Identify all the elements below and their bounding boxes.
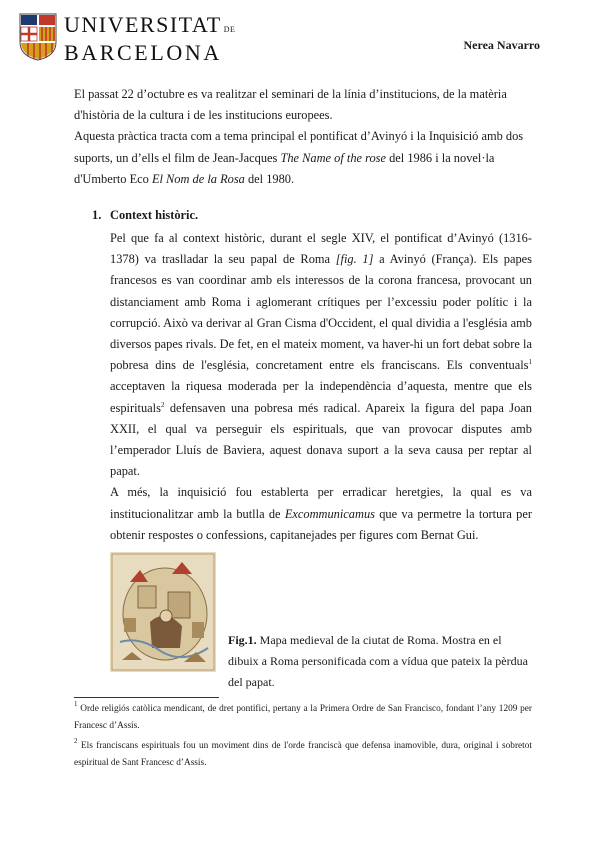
footnote-text: Orde religiós catòlica mendicant, de dret pontifici, pertany a la Primera Ordre de San Francisco, fondant l’any 1209 per Francesc d’Assís. [74, 704, 532, 731]
section-number: 1. [92, 208, 102, 223]
intro-text: del 1980. [244, 171, 295, 186]
papal-bull-title: Excommunicamus [284, 506, 375, 521]
page-header [18, 12, 540, 65]
footnote-1 [74, 701, 532, 734]
paragraph-text: a Avinyó (França). Els papes francesos es van coordinar amb els interessos de la corona francesa, provocant un distanciament amb Roma i aglomerant crítiques per l’excessiu poder polític i la corrupció. Això va derivar al Gran Cisma d'Occident, el qual dividia a l'església amb diversos papes rivals. De fet, en el mateix moment, va haver-hi un fort debat sobre la pobresa dins de l'església, concretament entre els franciscans. Els conventuals [110, 252, 532, 373]
paragraph-text: que va permetre la tortura per obtenir respostes o confessions, capitanejades per figures com Bernat Gui. [110, 506, 532, 542]
author-name: Nerea Navarro [463, 38, 540, 52]
coat-of-arms-icon [20, 14, 56, 60]
section-title: Context històric. [110, 208, 199, 223]
footnote-text: Els franciscans espirituals fou un moviment dins de l'orde franciscà que defensa inamovible, dura, original i sobretot espiritual de Sant Francesc d’Assís. [74, 741, 532, 768]
footnote-number: 2 [74, 737, 78, 745]
paragraph-text: A més, la inquisició fou establerta per erradicar heretgies, la qual es va institucionalitzar amb la butlla de [110, 485, 532, 521]
logo-line2: BARCELONA [64, 40, 222, 65]
figure-1 [74, 552, 532, 690]
footnote-marker-2[interactable]: 2 [160, 400, 165, 409]
footnotes [74, 701, 532, 775]
intro-paragraph-1: El passat 22 d’octubre es va realitzar el seminari de la línia d’institucions, de la matèria d'història de la cultura i de les institucions europees. [74, 87, 507, 123]
figure-caption-text: Mapa medieval de la ciutat de Roma. Mostra en el dibuix a Roma personificada com a vídua que pateix la pèrdua del papat. [228, 633, 528, 690]
paragraph-text: Pel que fa al context històric, durant el segle XIV, el pontificat d’Avinyó (1316-1378) va traslladar la seu papal de Roma [110, 231, 532, 267]
section-body [110, 228, 532, 546]
intro-text: del 1986 i la novel·la d'Umberto Eco [74, 150, 495, 186]
footnote-2 [74, 738, 532, 771]
university-name [64, 14, 235, 65]
film-title: The Name of the rose [280, 150, 387, 165]
section-heading [92, 205, 532, 225]
logo-de: DE [223, 25, 236, 34]
footnote-divider [74, 697, 219, 698]
intro-paragraph-2 [74, 126, 532, 190]
footnote-marker-1[interactable]: 1 [528, 358, 532, 367]
paragraph-text: defensaven una pobresa més radical. Apareix la figura del papa Joan XXII, el qual va perseguir els espirituals, que van provocar disputes amb l’emperador Lluís de Baviera, aquest donava suport a la seva causa per reptar al papat. [110, 400, 532, 479]
intro-text: Aquesta pràctica tracta com a tema principal el pontificat d’Avinyó i la Inquisició amb dos suports, un d’ells el film de Jean-Jacques [74, 129, 524, 165]
section-paragraph-1 [110, 228, 532, 482]
logo-line1: UNIVERSITAT [64, 12, 222, 37]
medieval-rome-map-image [110, 552, 216, 672]
footnote-number: 1 [74, 700, 78, 708]
figure-caption [228, 630, 532, 693]
main-content [74, 84, 532, 690]
novel-title: El Nom de la Rosa [151, 171, 245, 186]
figure-label: Fig.1. [228, 633, 257, 648]
section-paragraph-2 [110, 482, 532, 546]
figure-reference: [fig. 1] [335, 252, 374, 267]
paragraph-text: acceptaven la riquesa moderada per la independència d’aquesta, mentre que els espirituals [110, 379, 532, 415]
intro-section [74, 84, 532, 190]
